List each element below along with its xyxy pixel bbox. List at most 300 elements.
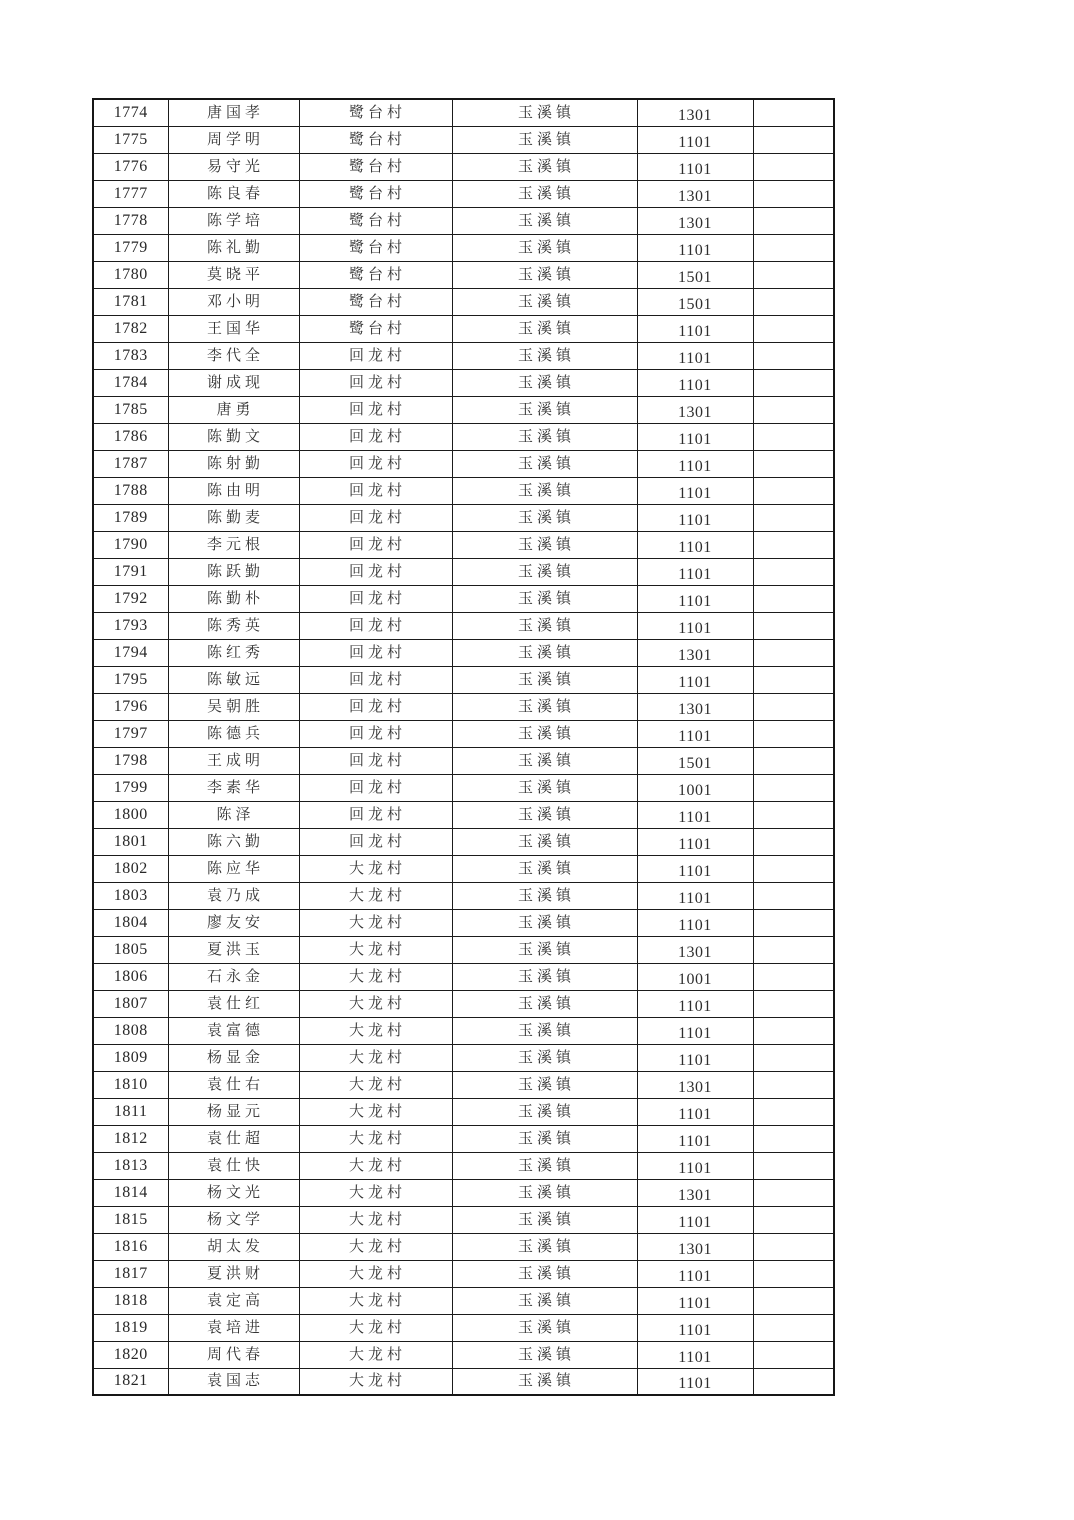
cell-text: 回龙村 — [348, 779, 406, 796]
cell-text: 1101 — [678, 349, 712, 367]
cell-code — [637, 1368, 753, 1395]
cell-text: 袁定高 — [206, 1292, 264, 1309]
cell-blank — [753, 774, 834, 801]
cell-village — [299, 1179, 452, 1206]
cell-person-name — [168, 1368, 299, 1395]
cell-person-name — [168, 1179, 299, 1206]
cell-town — [452, 558, 637, 585]
table-row — [93, 1179, 834, 1206]
cell-text: 王成明 — [206, 752, 264, 769]
table-row — [93, 369, 834, 396]
cell-text: 谢成现 — [206, 374, 264, 391]
cell-person-name — [168, 342, 299, 369]
cell-text: 1101 — [678, 565, 712, 583]
cell-code — [637, 153, 753, 180]
cell-text: 1795 — [113, 670, 148, 688]
cell-village — [299, 666, 452, 693]
cell-text: 1101 — [678, 916, 712, 934]
cell-text: 玉溪镇 — [517, 725, 575, 742]
cell-blank — [753, 1152, 834, 1179]
cell-text: 鹭台村 — [348, 266, 406, 283]
cell-blank — [753, 1314, 834, 1341]
cell-town — [452, 1125, 637, 1152]
cell-text: 玉溪镇 — [517, 536, 575, 553]
cell-text: 玉溪镇 — [517, 806, 575, 823]
cell-person-name — [168, 585, 299, 612]
cell-person-name — [168, 288, 299, 315]
cell-row-number — [93, 126, 168, 153]
table-row — [93, 1206, 834, 1233]
cell-town — [452, 180, 637, 207]
cell-text: 玉溪镇 — [517, 833, 575, 850]
table-row — [93, 1368, 834, 1395]
cell-blank — [753, 1044, 834, 1071]
cell-code — [637, 558, 753, 585]
cell-person-name — [168, 801, 299, 828]
cell-row-number — [93, 1098, 168, 1125]
cell-town — [452, 207, 637, 234]
cell-blank — [753, 261, 834, 288]
cell-text: 陈应华 — [206, 860, 264, 877]
cell-town — [452, 828, 637, 855]
table-row — [93, 180, 834, 207]
cell-text: 回龙村 — [348, 806, 406, 823]
cell-code — [637, 207, 753, 234]
cell-person-name — [168, 639, 299, 666]
cell-text: 1779 — [113, 238, 148, 256]
cell-code — [637, 477, 753, 504]
cell-person-name — [168, 1260, 299, 1287]
cell-text: 回龙村 — [348, 725, 406, 742]
cell-village — [299, 126, 452, 153]
cell-person-name — [168, 126, 299, 153]
cell-row-number — [93, 234, 168, 261]
cell-text: 回龙村 — [348, 644, 406, 661]
cell-text: 1101 — [678, 160, 712, 178]
cell-row-number — [93, 477, 168, 504]
cell-town — [452, 369, 637, 396]
cell-text: 回龙村 — [348, 428, 406, 445]
cell-text: 鹭台村 — [348, 212, 406, 229]
table-row — [93, 1098, 834, 1125]
cell-village — [299, 531, 452, 558]
table-row — [93, 1233, 834, 1260]
cell-text: 大龙村 — [348, 1292, 406, 1309]
cell-town — [452, 1044, 637, 1071]
cell-text: 玉溪镇 — [517, 590, 575, 607]
cell-text: 玉溪镇 — [517, 104, 575, 121]
cell-person-name — [168, 693, 299, 720]
table-row — [93, 1287, 834, 1314]
cell-text: 玉溪镇 — [517, 1373, 575, 1390]
cell-text: 玉溪镇 — [517, 1022, 575, 1039]
table-row — [93, 1152, 834, 1179]
cell-town — [452, 936, 637, 963]
cell-text: 1301 — [678, 214, 712, 232]
cell-row-number — [93, 666, 168, 693]
cell-blank — [753, 99, 834, 126]
cell-blank — [753, 504, 834, 531]
cell-blank — [753, 1287, 834, 1314]
cell-row-number — [93, 1125, 168, 1152]
cell-town — [452, 234, 637, 261]
cell-blank — [753, 1341, 834, 1368]
cell-text: 1301 — [678, 943, 712, 961]
cell-text: 1301 — [678, 1078, 712, 1096]
cell-blank — [753, 1179, 834, 1206]
cell-text: 玉溪镇 — [517, 239, 575, 256]
table-row — [93, 477, 834, 504]
cell-text: 大龙村 — [348, 1184, 406, 1201]
cell-person-name — [168, 450, 299, 477]
cell-village — [299, 1233, 452, 1260]
cell-row-number — [93, 720, 168, 747]
cell-village — [299, 720, 452, 747]
cell-town — [452, 990, 637, 1017]
cell-text: 杨文光 — [206, 1184, 264, 1201]
cell-text: 回龙村 — [348, 401, 406, 418]
cell-text: 1786 — [113, 427, 148, 445]
cell-person-name — [168, 936, 299, 963]
cell-text: 1800 — [113, 805, 148, 823]
table-row — [93, 747, 834, 774]
table-row — [93, 1260, 834, 1287]
cell-code — [637, 909, 753, 936]
cell-blank — [753, 396, 834, 423]
cell-text: 大龙村 — [348, 1157, 406, 1174]
cell-village — [299, 153, 452, 180]
cell-text: 大龙村 — [348, 1049, 406, 1066]
cell-text: 大龙村 — [348, 1076, 406, 1093]
cell-text: 1101 — [678, 241, 712, 259]
cell-village — [299, 369, 452, 396]
table-row — [93, 1044, 834, 1071]
cell-row-number — [93, 1368, 168, 1395]
cell-text: 1811 — [114, 1102, 148, 1120]
cell-code — [637, 936, 753, 963]
cell-village — [299, 207, 452, 234]
cell-text: 玉溪镇 — [517, 374, 575, 391]
cell-text: 1101 — [678, 1348, 712, 1366]
cell-blank — [753, 1071, 834, 1098]
cell-row-number — [93, 504, 168, 531]
cell-text: 吴朝胜 — [206, 698, 264, 715]
cell-text: 大龙村 — [348, 860, 406, 877]
table-row — [93, 99, 834, 126]
cell-blank — [753, 855, 834, 882]
cell-person-name — [168, 1206, 299, 1233]
cell-village — [299, 990, 452, 1017]
cell-text: 1101 — [678, 862, 712, 880]
cell-code — [637, 1206, 753, 1233]
cell-village — [299, 1206, 452, 1233]
cell-text: 1101 — [678, 1294, 712, 1312]
cell-person-name — [168, 369, 299, 396]
cell-village — [299, 1098, 452, 1125]
cell-text: 玉溪镇 — [517, 968, 575, 985]
cell-code — [637, 1341, 753, 1368]
cell-village — [299, 612, 452, 639]
cell-text: 石永金 — [206, 968, 264, 985]
cell-text: 1101 — [678, 997, 712, 1015]
table-row — [93, 693, 834, 720]
cell-blank — [753, 882, 834, 909]
cell-code — [637, 639, 753, 666]
cell-text: 1101 — [678, 133, 712, 151]
cell-text: 玉溪镇 — [517, 644, 575, 661]
cell-text: 玉溪镇 — [517, 185, 575, 202]
cell-text: 1301 — [678, 403, 712, 421]
cell-town — [452, 396, 637, 423]
cell-text: 1101 — [678, 673, 712, 691]
cell-village — [299, 1368, 452, 1395]
cell-text: 陈泽 — [216, 806, 255, 823]
cell-row-number — [93, 882, 168, 909]
cell-text: 鹭台村 — [348, 104, 406, 121]
cell-blank — [753, 315, 834, 342]
cell-row-number — [93, 747, 168, 774]
cell-text: 夏洪玉 — [206, 941, 264, 958]
cell-row-number — [93, 1233, 168, 1260]
cell-village — [299, 396, 452, 423]
cell-code — [637, 882, 753, 909]
cell-blank — [753, 747, 834, 774]
cell-text: 玉溪镇 — [517, 1211, 575, 1228]
cell-text: 鹭台村 — [348, 131, 406, 148]
cell-town — [452, 1341, 637, 1368]
cell-row-number — [93, 369, 168, 396]
cell-person-name — [168, 558, 299, 585]
cell-text: 1804 — [113, 913, 148, 931]
cell-blank — [753, 180, 834, 207]
cell-text: 玉溪镇 — [517, 914, 575, 931]
cell-person-name — [168, 531, 299, 558]
cell-text: 玉溪镇 — [517, 1238, 575, 1255]
cell-village — [299, 1125, 452, 1152]
table-row — [93, 909, 834, 936]
table-row — [93, 639, 834, 666]
table-row — [93, 1341, 834, 1368]
cell-blank — [753, 288, 834, 315]
cell-code — [637, 261, 753, 288]
cell-text: 1814 — [113, 1183, 148, 1201]
table-row — [93, 963, 834, 990]
cell-text: 王国华 — [206, 320, 264, 337]
cell-text: 玉溪镇 — [517, 482, 575, 499]
cell-text: 陈跃勤 — [206, 563, 264, 580]
cell-blank — [753, 450, 834, 477]
cell-row-number — [93, 261, 168, 288]
cell-blank — [753, 558, 834, 585]
cell-person-name — [168, 1287, 299, 1314]
cell-row-number — [93, 1044, 168, 1071]
cell-text: 袁富德 — [206, 1022, 264, 1039]
table-row — [93, 801, 834, 828]
cell-blank — [753, 585, 834, 612]
cell-text: 大龙村 — [348, 1238, 406, 1255]
cell-text: 陈红秀 — [206, 644, 264, 661]
cell-village — [299, 504, 452, 531]
cell-person-name — [168, 396, 299, 423]
table-row — [93, 126, 834, 153]
cell-blank — [753, 1125, 834, 1152]
cell-code — [637, 1233, 753, 1260]
cell-text: 回龙村 — [348, 536, 406, 553]
cell-person-name — [168, 1044, 299, 1071]
cell-text: 1775 — [113, 130, 148, 148]
cell-village — [299, 1341, 452, 1368]
cell-text: 袁仕快 — [206, 1157, 264, 1174]
cell-blank — [753, 1017, 834, 1044]
cell-blank — [753, 342, 834, 369]
cell-text: 1798 — [113, 751, 148, 769]
cell-village — [299, 747, 452, 774]
cell-text: 1782 — [113, 319, 148, 337]
cell-row-number — [93, 1152, 168, 1179]
table-row — [93, 1071, 834, 1098]
cell-town — [452, 1179, 637, 1206]
cell-text: 1301 — [678, 1240, 712, 1258]
cell-town — [452, 531, 637, 558]
table-row — [93, 774, 834, 801]
cell-text: 1794 — [113, 643, 148, 661]
cell-town — [452, 1098, 637, 1125]
cell-text: 1301 — [678, 1186, 712, 1204]
cell-blank — [753, 1260, 834, 1287]
cell-village — [299, 1017, 452, 1044]
table-row — [93, 612, 834, 639]
cell-row-number — [93, 180, 168, 207]
cell-text: 玉溪镇 — [517, 1076, 575, 1093]
cell-text: 1816 — [113, 1237, 148, 1255]
cell-text: 1501 — [678, 268, 712, 286]
cell-code — [637, 1260, 753, 1287]
cell-text: 回龙村 — [348, 374, 406, 391]
cell-row-number — [93, 531, 168, 558]
cell-town — [452, 1260, 637, 1287]
cell-text: 玉溪镇 — [517, 941, 575, 958]
cell-text: 1301 — [678, 187, 712, 205]
cell-text: 杨文学 — [206, 1211, 264, 1228]
cell-row-number — [93, 1341, 168, 1368]
cell-text: 1301 — [678, 700, 712, 718]
cell-text: 1101 — [678, 1105, 712, 1123]
cell-text: 廖友安 — [206, 914, 264, 931]
cell-code — [637, 720, 753, 747]
cell-town — [452, 1017, 637, 1044]
cell-text: 1301 — [678, 106, 712, 124]
cell-text: 1815 — [113, 1210, 148, 1228]
cell-town — [452, 855, 637, 882]
cell-town — [452, 1206, 637, 1233]
cell-text: 鹭台村 — [348, 320, 406, 337]
cell-text: 回龙村 — [348, 590, 406, 607]
cell-text: 1101 — [678, 1132, 712, 1150]
cell-text: 杨显元 — [206, 1103, 264, 1120]
cell-town — [452, 666, 637, 693]
cell-text: 1805 — [113, 940, 148, 958]
cell-text: 大龙村 — [348, 1265, 406, 1282]
cell-text: 玉溪镇 — [517, 671, 575, 688]
cell-code — [637, 828, 753, 855]
cell-village — [299, 909, 452, 936]
cell-code — [637, 342, 753, 369]
cell-text: 玉溪镇 — [517, 428, 575, 445]
cell-blank — [753, 828, 834, 855]
cell-blank — [753, 909, 834, 936]
table-row — [93, 396, 834, 423]
cell-text: 1819 — [113, 1318, 148, 1336]
cell-blank — [753, 531, 834, 558]
cell-village — [299, 774, 452, 801]
cell-text: 1797 — [113, 724, 148, 742]
cell-village — [299, 1071, 452, 1098]
cell-code — [637, 315, 753, 342]
cell-person-name — [168, 1314, 299, 1341]
cell-code — [637, 396, 753, 423]
cell-text: 1821 — [113, 1372, 148, 1390]
cell-text: 回龙村 — [348, 698, 406, 715]
cell-text: 玉溪镇 — [517, 131, 575, 148]
cell-text: 袁国志 — [206, 1373, 264, 1390]
cell-person-name — [168, 234, 299, 261]
cell-person-name — [168, 963, 299, 990]
cell-text: 鹭台村 — [348, 185, 406, 202]
cell-text: 1501 — [678, 295, 712, 313]
cell-blank — [753, 720, 834, 747]
cell-village — [299, 963, 452, 990]
cell-text: 1788 — [113, 481, 148, 499]
cell-row-number — [93, 396, 168, 423]
cell-text: 鹭台村 — [348, 239, 406, 256]
cell-text: 玉溪镇 — [517, 860, 575, 877]
table-row — [93, 990, 834, 1017]
cell-village — [299, 639, 452, 666]
table-row — [93, 207, 834, 234]
cell-text: 玉溪镇 — [517, 1049, 575, 1066]
cell-person-name — [168, 423, 299, 450]
cell-person-name — [168, 477, 299, 504]
cell-text: 玉溪镇 — [517, 320, 575, 337]
cell-code — [637, 612, 753, 639]
cell-text: 回龙村 — [348, 752, 406, 769]
cell-code — [637, 423, 753, 450]
cell-text: 莫晓平 — [206, 266, 264, 283]
table-row — [93, 153, 834, 180]
cell-text: 回龙村 — [348, 455, 406, 472]
table-row — [93, 531, 834, 558]
cell-text: 1791 — [113, 562, 148, 580]
cell-text: 1101 — [678, 1024, 712, 1042]
cell-text: 1001 — [678, 781, 712, 799]
table-row — [93, 558, 834, 585]
cell-row-number — [93, 1017, 168, 1044]
cell-code — [637, 1071, 753, 1098]
document-table — [92, 98, 835, 1396]
cell-town — [452, 342, 637, 369]
cell-blank — [753, 477, 834, 504]
cell-text: 大龙村 — [348, 1319, 406, 1336]
cell-row-number — [93, 342, 168, 369]
table-row — [93, 720, 834, 747]
cell-text: 1101 — [678, 727, 712, 745]
cell-text: 1818 — [113, 1291, 148, 1309]
cell-village — [299, 342, 452, 369]
cell-text: 大龙村 — [348, 941, 406, 958]
cell-town — [452, 693, 637, 720]
cell-village — [299, 882, 452, 909]
cell-text: 袁仕右 — [206, 1076, 264, 1093]
